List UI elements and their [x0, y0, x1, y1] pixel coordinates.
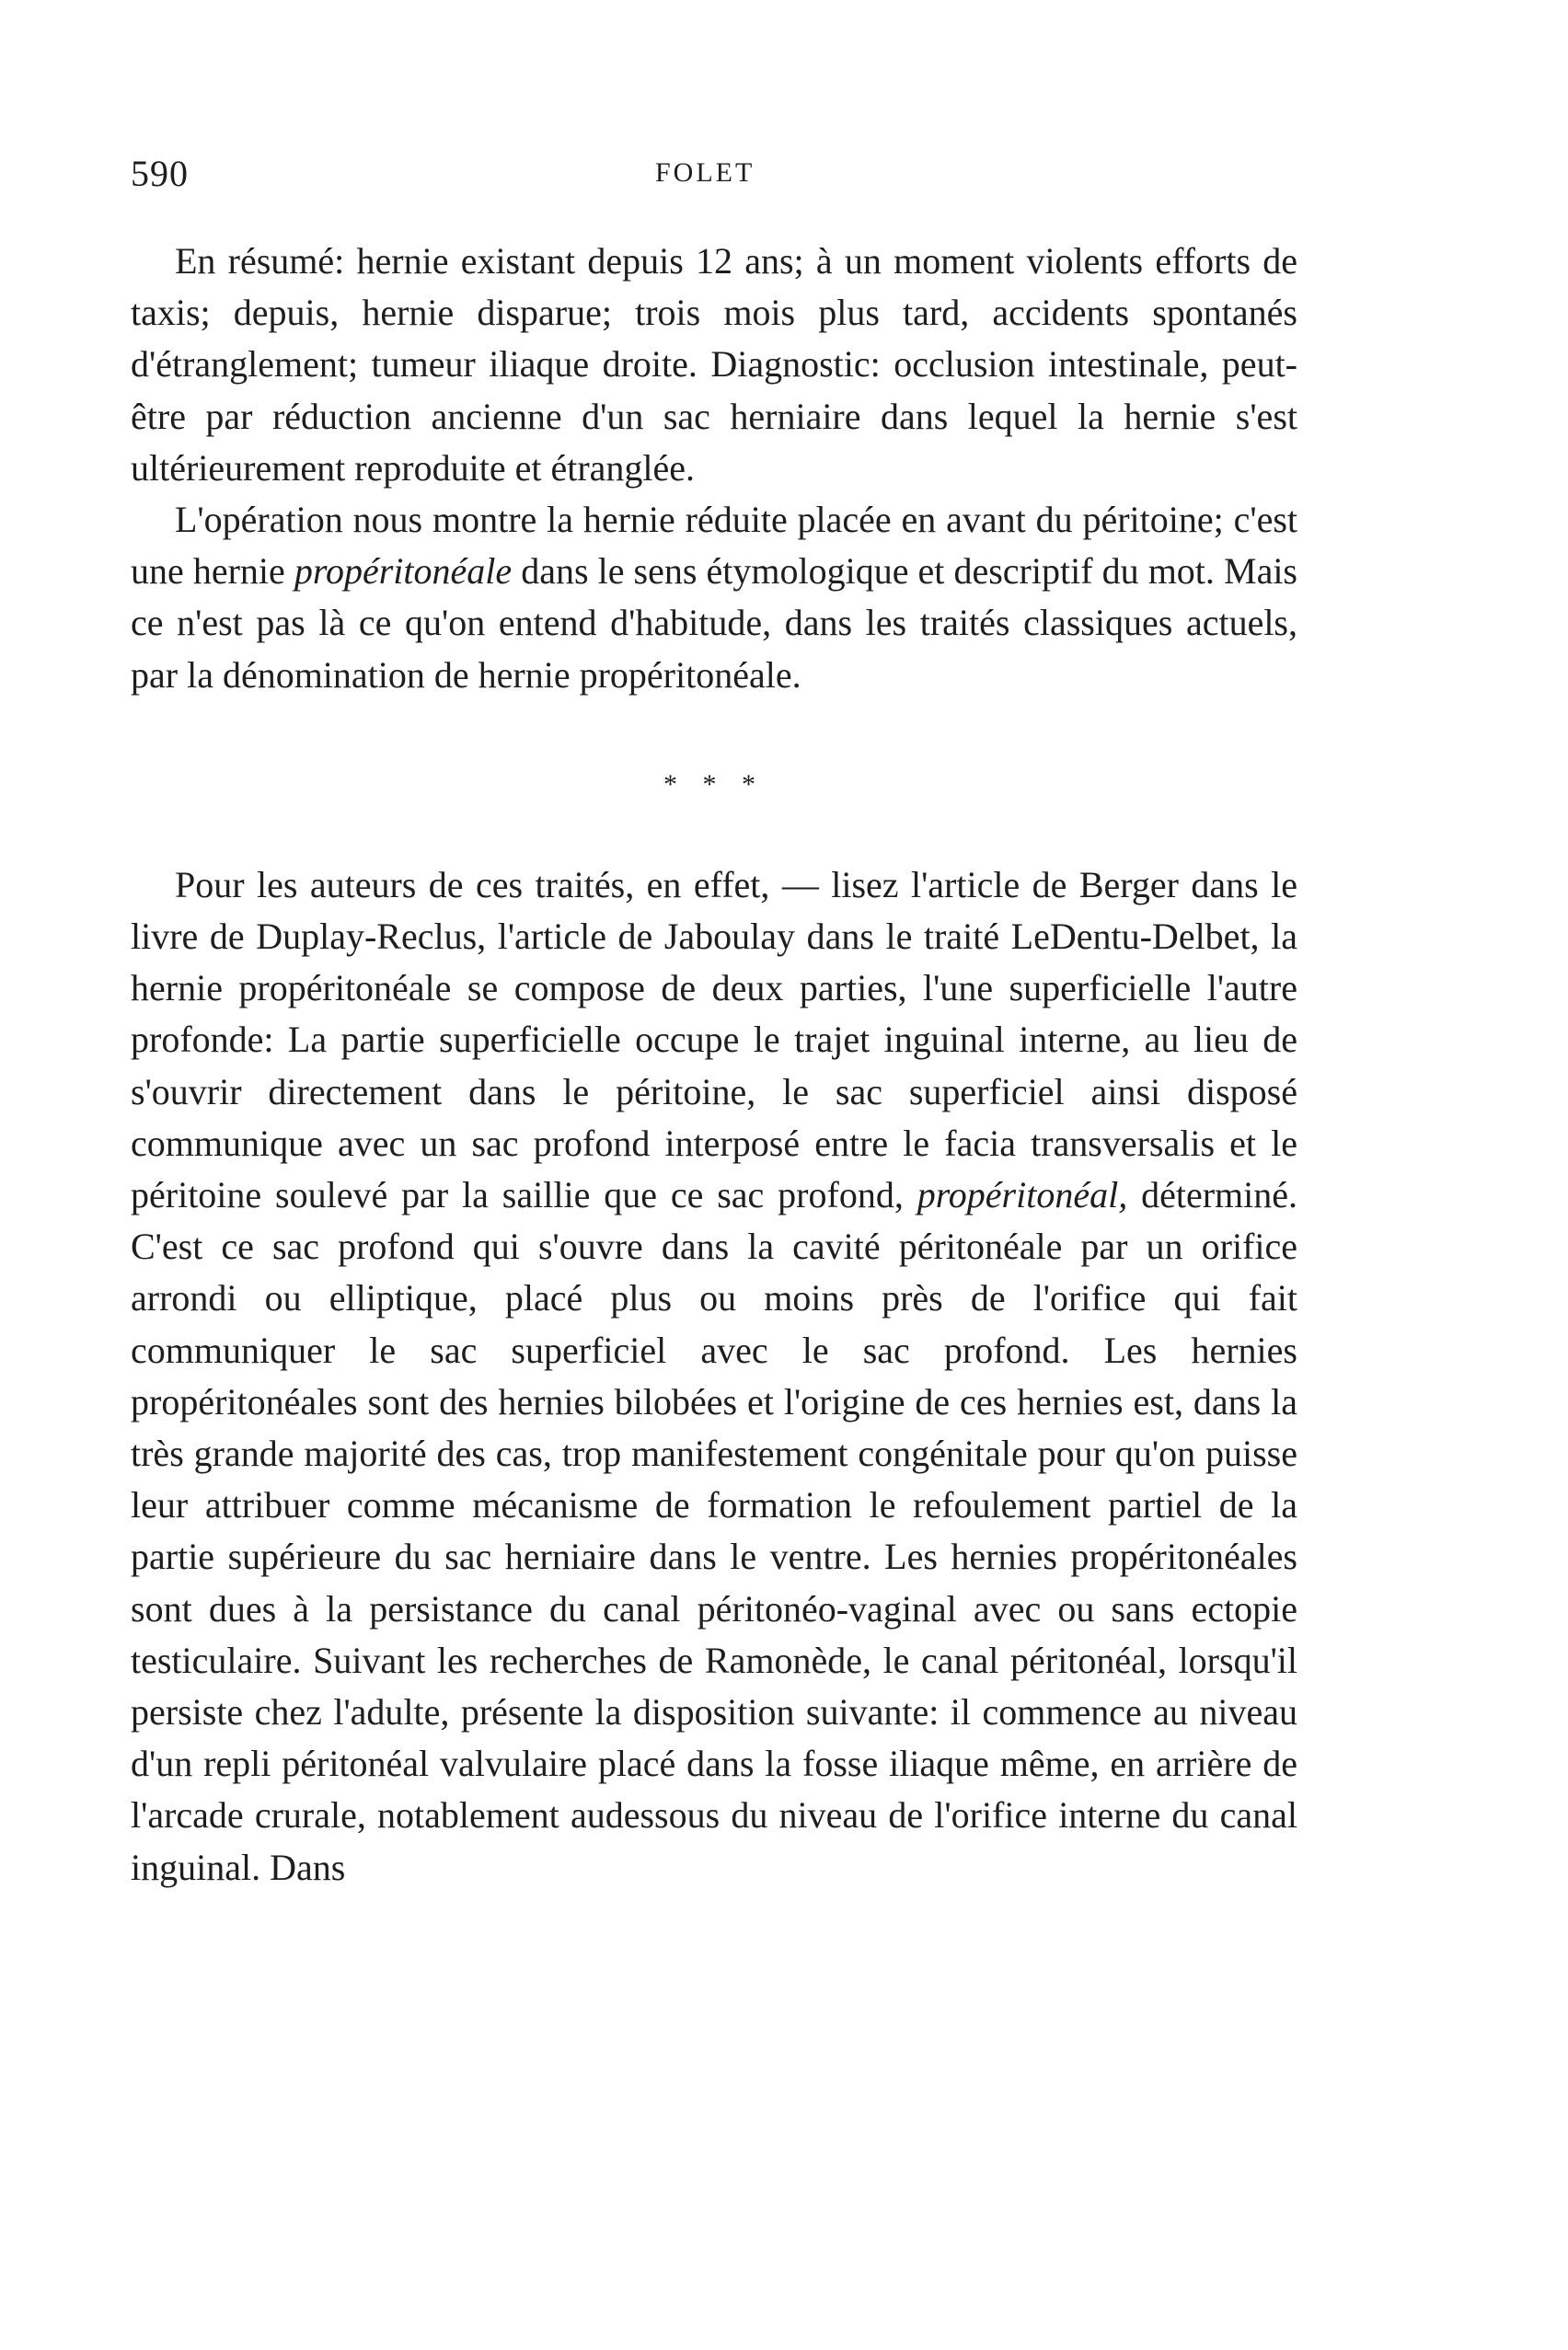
- text-run: dans le sens étymologique et descriptif du mot. Mais ce n'est pas là ce qu'on entend d'habitude, dans les traités classiques actuels, par la dénomination de hernie propéritonéale.: [131, 550, 1297, 696]
- section-separator: * * *: [663, 768, 765, 800]
- text-run: déterminé. C'est ce sac profond qui s'ouvre dans la cavité péritonéale par un orifice arrondi ou elliptique, placé plus ou moins près de l'orifice qui fait communiquer le sac superficiel avec le sac profond. Les hernies propéritonéales sont des hernies bilobées et l'origine de ces hernies est, dans la très grande majorité des cas, trop manifestement congénitale pour qu'on puisse leur attribuer comme mécanisme de formation le refoulement partiel de la partie supérieure du sac herniaire dans le ventre. Les hernies propéritonéales sont dues à la persistance du canal péritonéo-vaginal avec ou sans ectopie testiculaire. Suivant les recherches de Ramonède, le canal péritonéal, lorsqu'il persiste chez l'adulte, présente la disposition suivante: il commence au niveau d'un repli péritonéal valvulaire placé dans la fosse iliaque même, en arrière de l'arcade crurale, notablement audessous du niveau de l'orifice interne du canal inguinal. Dans: [131, 1174, 1298, 1888]
- text-run: Pour les auteurs de ces traités, en effet, — lisez l'article de Berger dans le livre de Duplay-Reclus, l'article de Jaboulay dans le traité LeDentu-Delbet, la hernie propéritonéale se compose de deux parties, l'une superficielle l'autre profonde: La partie superficielle occupe le trajet inguinal interne, au lieu de s'ouvrir directement dans le péritoine, le sac superficiel ainsi disposé communique avec un sac profond interposé entre le facia transversalis et le péritoine soulevé par la saillie que ce sac profond,: [131, 863, 1297, 1216]
- paragraph-authors: [131, 859, 1297, 1894]
- page-number: 590: [131, 153, 189, 194]
- paragraph-summary: En résumé: hernie existant depuis 12 ans; à un moment violents efforts de taxis; depuis, hernie disparue; trois mois plus tard, accidents spontanés d'étranglement; tumeur iliaque droite. Diagnostic: occlusion intestinale, peut-être par réduction ancienne d'un sac herniaire dans lequel la hernie s'est ultérieurement reproduite et étranglée.: [131, 240, 1297, 489]
- paragraph-operation: [131, 494, 1297, 701]
- body-text: [131, 236, 1297, 1894]
- text-run: L'opération nous montre la hernie réduite placée en avant du péritoine; c'est une hernie: [131, 499, 1297, 593]
- page-header: [131, 152, 1299, 207]
- emphasis: propéritonéale: [294, 550, 513, 593]
- emphasis: propéritonéal,: [917, 1174, 1128, 1216]
- running-head: FOLET: [655, 157, 755, 188]
